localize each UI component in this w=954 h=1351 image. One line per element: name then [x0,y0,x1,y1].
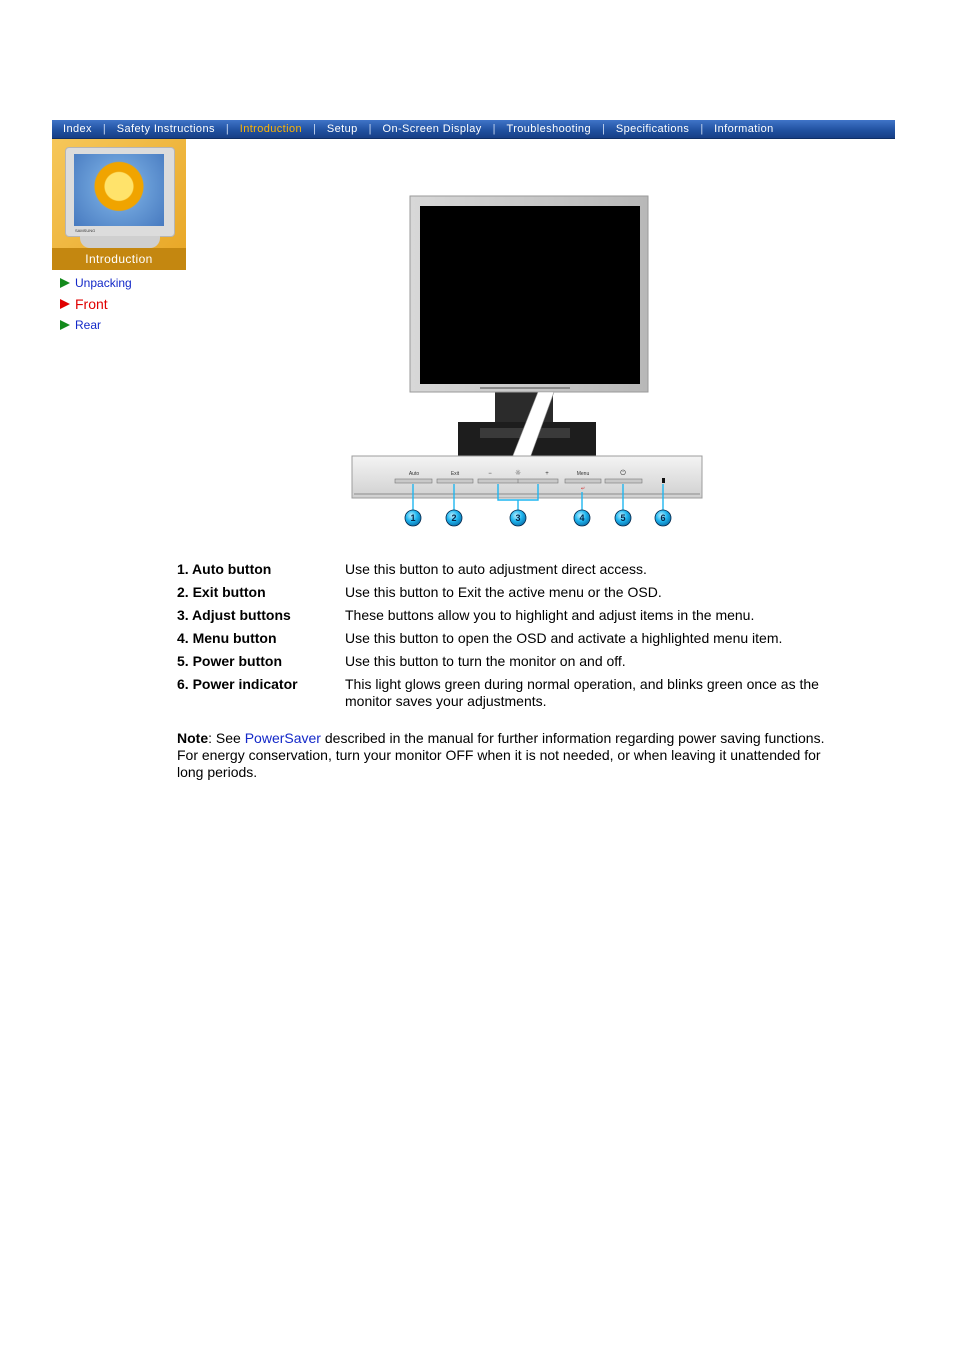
top-navigation-bar [52,120,895,139]
nav-information[interactable]: Information [714,123,774,135]
triangle-bullet-icon [60,320,70,330]
term-auto-button: 1. Auto button [177,561,272,577]
nav-setup[interactable]: Setup [326,123,358,135]
term-menu-button: 4. Menu button [177,630,277,646]
table-row [177,629,837,652]
section-title: Introduction [52,248,186,270]
nav-separator: | [102,123,106,135]
nav-separator: | [313,123,316,135]
power-button[interactable] [605,479,642,483]
callout-3: 3 [515,513,521,523]
button-description-table [177,560,837,715]
nav-separator: | [492,123,496,135]
term-exit-button: 2. Exit button [177,584,266,600]
nav-specifications[interactable]: Specifications [615,123,690,135]
subnav-label: Unpacking [75,275,132,290]
control-panel [352,456,702,498]
callout-4: 4 [579,513,585,523]
flower-wallpaper-image [74,154,164,226]
minus-label: − [488,471,492,477]
description-text: Use this button to Exit the active menu or the OSD. [345,584,662,600]
description-text: These buttons allow you to highlight and adjust items in the menu. [345,607,755,623]
monitor-brand-logo: SAMSUNG [75,228,96,233]
note-paragraph [177,730,837,781]
table-row [177,606,837,629]
triangle-bullet-icon [60,278,70,288]
callout-2: 2 [451,513,457,523]
menu-button[interactable] [565,479,601,483]
monitor-front-diagram [340,190,720,535]
subnav-label: Front [75,295,108,312]
crt-monitor-base [80,236,160,248]
term-power-button: 5. Power button [177,653,282,669]
exit-label: Exit [450,471,460,477]
nav-index[interactable]: Index [63,123,92,135]
subnav-unpacking[interactable] [60,272,132,293]
monitor-screen [420,206,640,384]
power-indicator [662,478,665,483]
crt-monitor-illustration [65,147,175,237]
powersaver-link[interactable]: PowerSaver [244,730,321,746]
nav-troubleshooting[interactable]: Troubleshooting [506,123,591,135]
nav-separator: | [601,123,605,135]
brightness-icon: ☼ [514,469,522,477]
enter-icon: ↵ [580,486,586,492]
table-row [177,652,837,675]
subnav-label: Rear [75,317,102,332]
table-row [177,675,837,715]
auto-button[interactable] [395,479,432,483]
subnav-rear[interactable] [60,314,132,335]
header-cutout-curve [186,149,226,279]
description-text: Use this button to auto adjustment direct access. [345,561,647,577]
nav-separator: | [368,123,372,135]
term-adjust-buttons: 3. Adjust buttons [177,607,291,623]
plus-label: + [545,471,549,477]
callout-5: 5 [620,513,626,523]
callout-6: 6 [660,513,666,523]
nav-on-screen-display[interactable]: On-Screen Display [382,123,482,135]
nav-separator: | [225,123,229,135]
description-text: This light glows green during normal operation, and blinks green once as the monitor saves your adjustments. [345,676,819,709]
nav-safety-instructions[interactable]: Safety Instructions [116,123,215,135]
menu-label: Menu [576,471,590,477]
nav-introduction[interactable]: Introduction [239,123,303,135]
table-row [177,560,837,583]
monitor [410,196,648,392]
auto-label: Auto [408,471,420,477]
term-power-indicator: 6. Power indicator [177,676,298,692]
section-subnav [60,272,132,335]
nav-separator: | [700,123,704,135]
description-text: Use this button to turn the monitor on and off. [345,653,626,669]
note-prefix: : See [208,730,245,746]
description-text: Use this button to open the OSD and activate a highlighted menu item. [345,630,783,646]
exit-button[interactable] [437,479,473,483]
section-header-panel [52,139,215,270]
callout-1: 1 [410,513,416,523]
table-row [177,583,837,606]
power-icon: ⏻ [620,469,626,477]
subnav-front[interactable] [60,293,132,314]
note-body: described in the manual for further information regarding power saving functions. For energy conservation, turn your monitor OFF when it is not needed, or when leaving it unattended for long periods. [177,730,825,780]
triangle-bullet-icon [60,299,70,309]
note-label: Note [177,730,209,746]
